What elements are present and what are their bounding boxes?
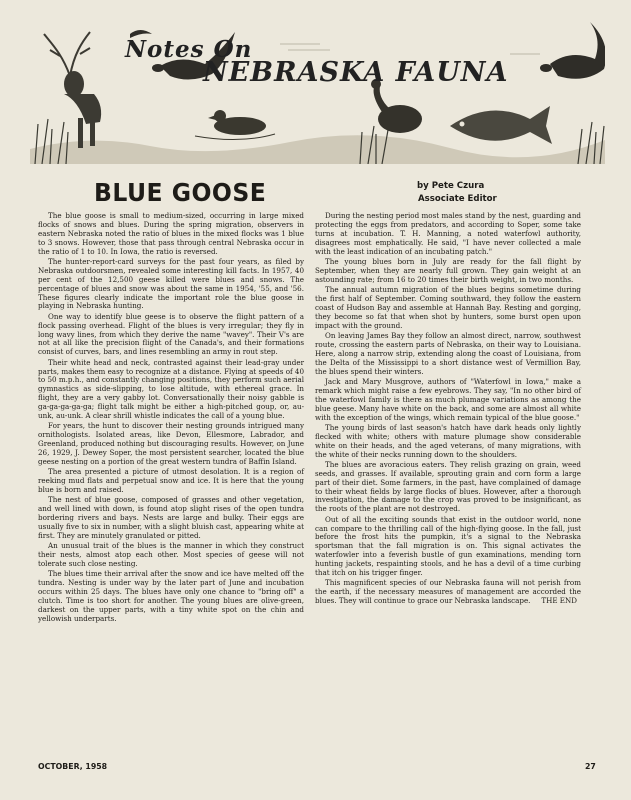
paragraph: During the nesting period most males stand by the nest, guarding and protecting the eggs from predators, and according to Soper, some take turns at incubation. T. H. Manning, a noted waterfowl authority, disagrees most emphatically. He said, "I have never collected a male with the least indication of an incubating patch." [315,211,581,256]
paragraph: For years, the hunt to discover their nesting grounds intrigued many ornithologists. Isolated areas, like Devon, Ellesmore, Labrador, and Greenland, produced nothing but discouraging results. However, on June 26, 1929, J. Dewey Soper, the most persistent searcher, located the blue geese nesting on a portion of the great western tundra of Baffin Island. [38,421,304,467]
page-number: 27 [585,762,596,771]
article-column-left [38,212,304,624]
paragraph: The blues time their arrival after the snow and ice have melted off the tundra. Nesting is under way by the later part of June and incubation occurs within 25 days. The blues have only one chance to "bring off" a clutch. Time is too short for another. The young blues are olive-green, darkest on the upper parts, with a tiny white spot on the chin and yellowish underparts. [38,569,304,623]
issue-date: OCTOBER, 1958 [38,762,108,771]
paragraph-text: This magnificent species of our Nebraska fauna will not perish from the earth, if the necessary measures of management are accorded the blues. They will continue to grace our Nebraska landscape. [315,578,581,606]
article-title: BLUE GOOSE [94,178,267,207]
paragraph: The area presented a picture of utmost desolation. It is a region of reeking mud flats and perpetual snow and ice. It is here that the young blue is born and raised. [38,467,304,495]
paragraph: An unusual trait of the blues is the manner in which they construct their nests, almost atop each other. Most species of geese will not tolerate such close nesting. [38,541,304,569]
paragraph: Jack and Mary Musgrove, authors of "Waterfowl in Iowa," make a remark which might raise a few eyebrows. They say, "In no other bird of the waterfowl family is there as much plumage variations as among the blue geese. Many have white on the back, and some are almost all white with the exception of the wings, which remain typical of the blue goose." [315,376,581,422]
fish-icon [450,106,552,144]
paragraph: The young blues born in July are ready for the fall flight by September, when they are nearly full grown. They gain weight at an astounding rate; from 16 to 20 times their birth weight, in two months. [315,256,581,284]
last-paragraph [315,579,581,606]
byline-author: by Pete Czura [417,181,485,191]
paragraph: The blue goose is small to medium-sized, occurring in large mixed flocks of snows and blues. During the spring migration, observers in eastern Nebraska noted the ratio of blues in the mixed flocks was 1 blue to 3 snows. However, those that pass through central Nebraska occur in the ratio of 1 to 10. In Iowa, the ratio is reversed. [38,211,304,256]
banner-heading [125,36,545,88]
header-banner [30,14,605,164]
paragraph: The hunter-report-card surveys for the past four years, as filed by Nebraska outdoorsmen, revealed some interesting kill facts. In 1957, 40 per cent of the 12,500 geese killed were blues and snows. The percentage of blues and snow was about the same in 1954, '55, and '56. These figures clearly indicate the important role the blue goose in playing in Nebraska hunting. [38,256,304,311]
deer-icon [44,32,101,148]
paragraph: Their white head and neck, contrasted against their lead-gray under parts, makes them easy to recognize at a distance. Flying at speeds of 40 to 50 m.p.h., and constantly changing positions, they perform such aerial gymnastics as side-slipping, to lose altitude, with ethereal grace. In flight, they are a very gabby lot. Conversationally their noisy gabble is ga-ga-ga-ga-ga; flight talk might be either a high-pitched goup, or, au-unk, au-unk. A clear shrill whistle indicates the call of a young blue. [38,357,304,421]
flying-duck-icon [540,22,605,79]
paragraph: Out of all the exciting sounds that exist in the outdoor world, none can compare to the thrilling call of the high-flying goose. In the fall, just before the frost hits the pumpkin, it's a signal to the Nebraska sportsman that the fall migration is on. This signal activates the waterfowler into a feverish bustle of gun examinations, mending torn hunting jackets, respainting stools, and he has a devil of a time curbing that itch on his trigger finger. [315,514,581,578]
banner-heading-prefix: Notes On [125,36,253,63]
banner-heading-main: NEBRASKA FAUNA [203,57,509,88]
article-column-right [315,212,581,606]
paragraph: On leaving James Bay they follow an almost direct, narrow, southwest route, crossing the eastern parts of Nebraska, on their way to Louisiana. Here, along a narrow strip, extending along the coast of Louisiana, from the Delta of the Mississippi to a short distance west of Vermillion Bay, the blues spend their winters. [315,330,581,376]
paragraph: The blues are avoracious eaters. They relish grazing on grain, weed seeds, and grasses. If available, sprouting grain and corn form a large part of their diet. Some farmers, in the past, have complained of damage to their wheat fields by large flocks of blues. However, after a thorough investigation, the damage to the crop was proved to be insignificant, as the roots of the plant are not destroyed. [315,459,581,514]
byline-author-title: Associate Editor [418,194,497,204]
paragraph: The annual autumn migration of the blues begins sometime during the first half of September. Coming southward, they follow the eastern coast of Hudson Bay and assemble at Hannah Bay. Resting and gorging, they become so fat that when shot by hunters, some burst open upon impact with the ground. [315,285,581,330]
end-mark: THE END [541,596,577,606]
paragraph: The young birds of last season's hatch have dark heads only lightly flecked with white; others with mature plumage show considerable white on their heads, and the aged veterans, of many migrations, with the white of their necks running down to the shoulders. [315,422,581,459]
paragraph: One way to identify blue geese is to observe the flight pattern of a flock passing overhead. Flight of the blues is very irregular; they fly in long wavy lines, from which they derive the name "wavey". Their V's are not at all like the precision flight of the Canada's, and their formations consist of curves, bars, and lines resembling an army in rout step. [38,311,304,357]
paragraph: The nest of blue goose, composed of grasses and other vegetation, and well lined with down, is found atop slight rises of the open tundra bordering rivers and bays. Nests are large and bulky. Their eggs are usually five to six in number, with a slight bluish cast, appearing white at first. They are minutely granulated or pitted. [38,495,304,541]
duck-icon [195,110,275,140]
byline [417,180,497,206]
